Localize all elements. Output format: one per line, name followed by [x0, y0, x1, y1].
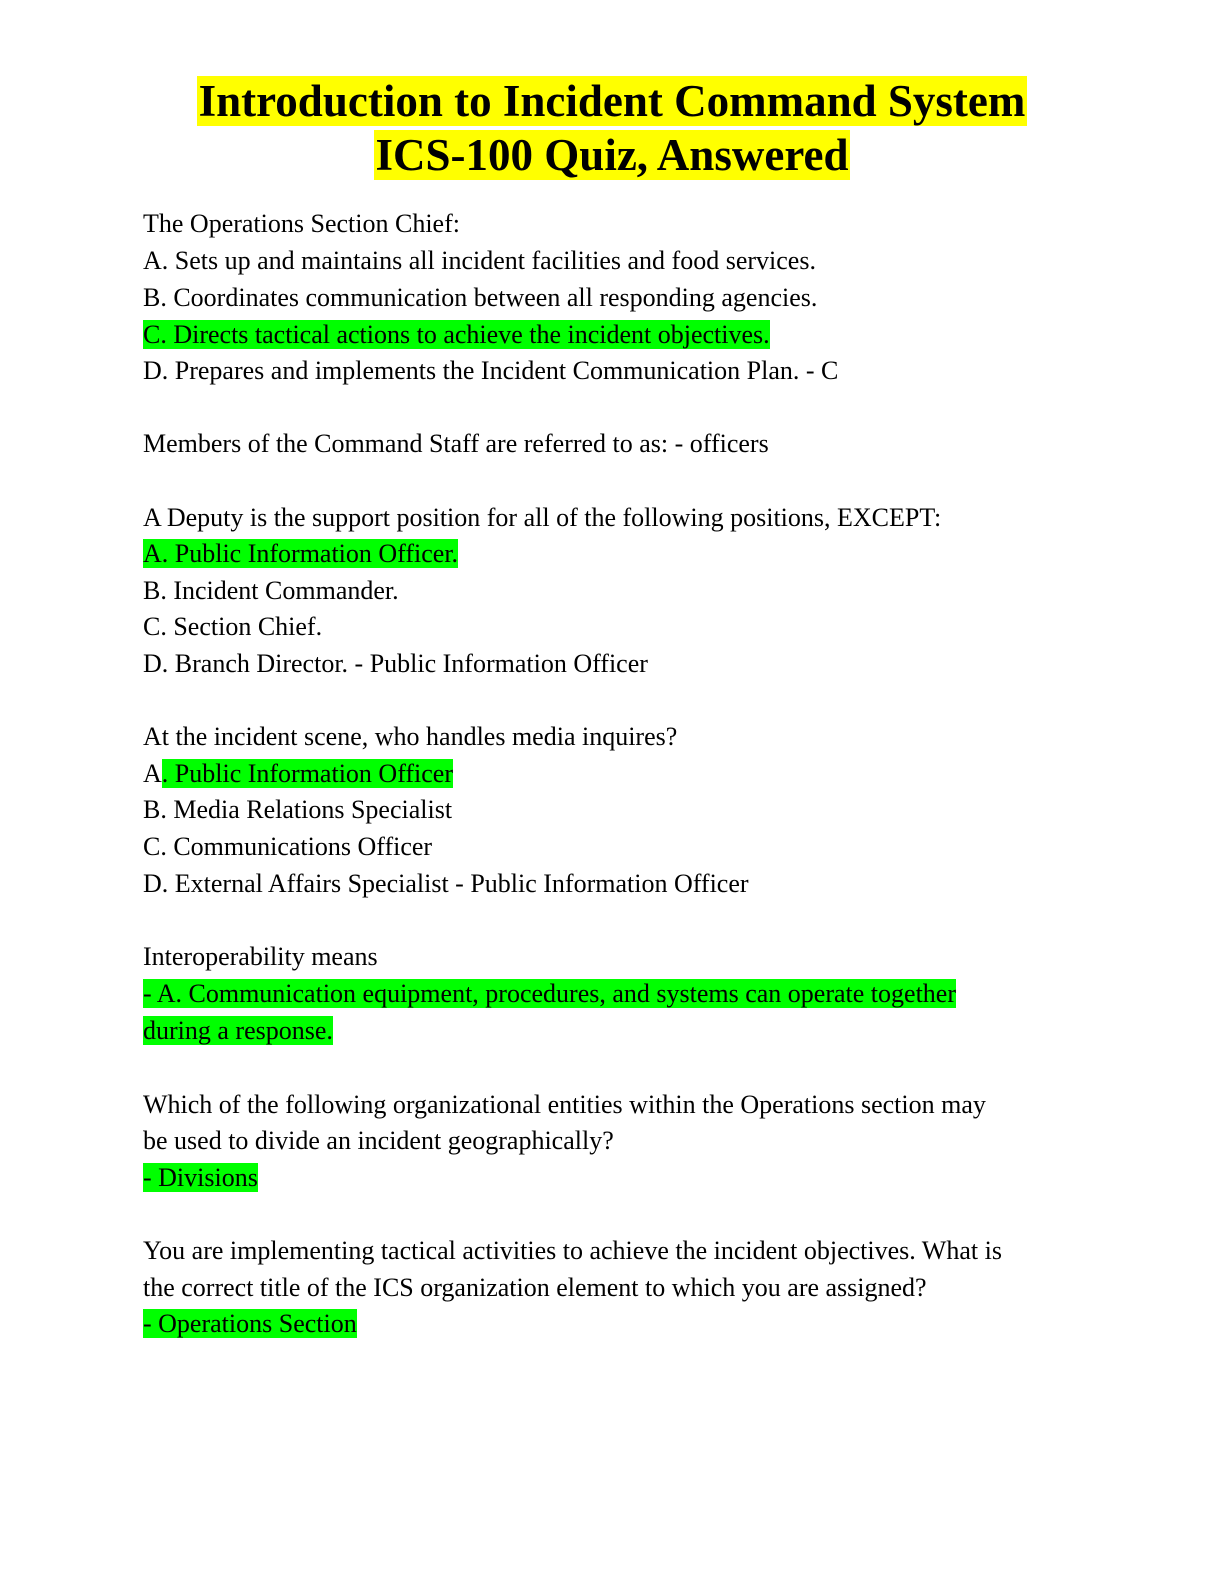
q2-question: Members of the Command Staff are referred to as: - officers	[143, 429, 769, 458]
q4-option-b: B. Media Relations Specialist	[143, 795, 453, 824]
q1-option-a: A. Sets up and maintains all incident facilities and food services.	[143, 246, 816, 275]
q1-option-d: D. Prepares and implements the Incident Communication Plan. - C	[143, 356, 839, 385]
q3-option-a	[143, 536, 458, 572]
q7-answer-highlight: - Operations Section	[143, 1309, 357, 1338]
title-line-2: ICS-100 Quiz, Answered	[375, 130, 849, 180]
q6-answer	[143, 1160, 258, 1196]
title-line-1: Introduction to Incident Command System	[198, 76, 1026, 126]
q3-question: A Deputy is the support position for all of the following positions, EXCEPT:	[143, 503, 942, 532]
q1-option-b: B. Coordinates communication between all responding agencies.	[143, 283, 818, 312]
q5-question: Interoperability means	[143, 942, 378, 971]
q6-answer-highlight: - Divisions	[143, 1163, 258, 1192]
q6-question-line-1: Which of the following organizational entities within the Operations section may	[143, 1090, 986, 1119]
q1-question: The Operations Section Chief:	[143, 209, 460, 238]
q3-answer-highlight: A. Public Information Officer.	[143, 539, 459, 568]
q3-option-d: D. Branch Director. - Public Information Officer	[143, 649, 648, 678]
q4-answer-highlight: . Public Information Officer	[161, 759, 453, 788]
q4-option-d: D. External Affairs Specialist - Public Information Officer	[143, 869, 749, 898]
q3-option-c: C. Section Chief.	[143, 612, 323, 641]
q7-answer	[143, 1306, 357, 1342]
q1-option-c	[143, 317, 770, 353]
q6-question-line-2: be used to divide an incident geographically?	[143, 1126, 614, 1155]
q7-question-line-1: You are implementing tactical activities to achieve the incident objectives. What is	[143, 1236, 1002, 1265]
q4-option-c: C. Communications Officer	[143, 832, 433, 861]
q5-answer-line-2	[143, 1013, 333, 1049]
q3-option-b: B. Incident Commander.	[143, 576, 399, 605]
q5-answer-highlight-1: - A. Communication equipment, procedures, and systems can operate together	[143, 979, 956, 1008]
q1-answer-highlight: C. Directs tactical actions to achieve the incident objectives.	[143, 320, 770, 349]
q7-question-line-2: the correct title of the ICS organization element to which you are assigned?	[143, 1273, 927, 1302]
q4-question: At the incident scene, who handles media inquires?	[143, 722, 678, 751]
q5-answer-highlight-2: during a response.	[143, 1016, 333, 1045]
q4-option-a: A. Public Information Officer	[143, 759, 453, 788]
q5-answer-line-1	[143, 976, 956, 1012]
